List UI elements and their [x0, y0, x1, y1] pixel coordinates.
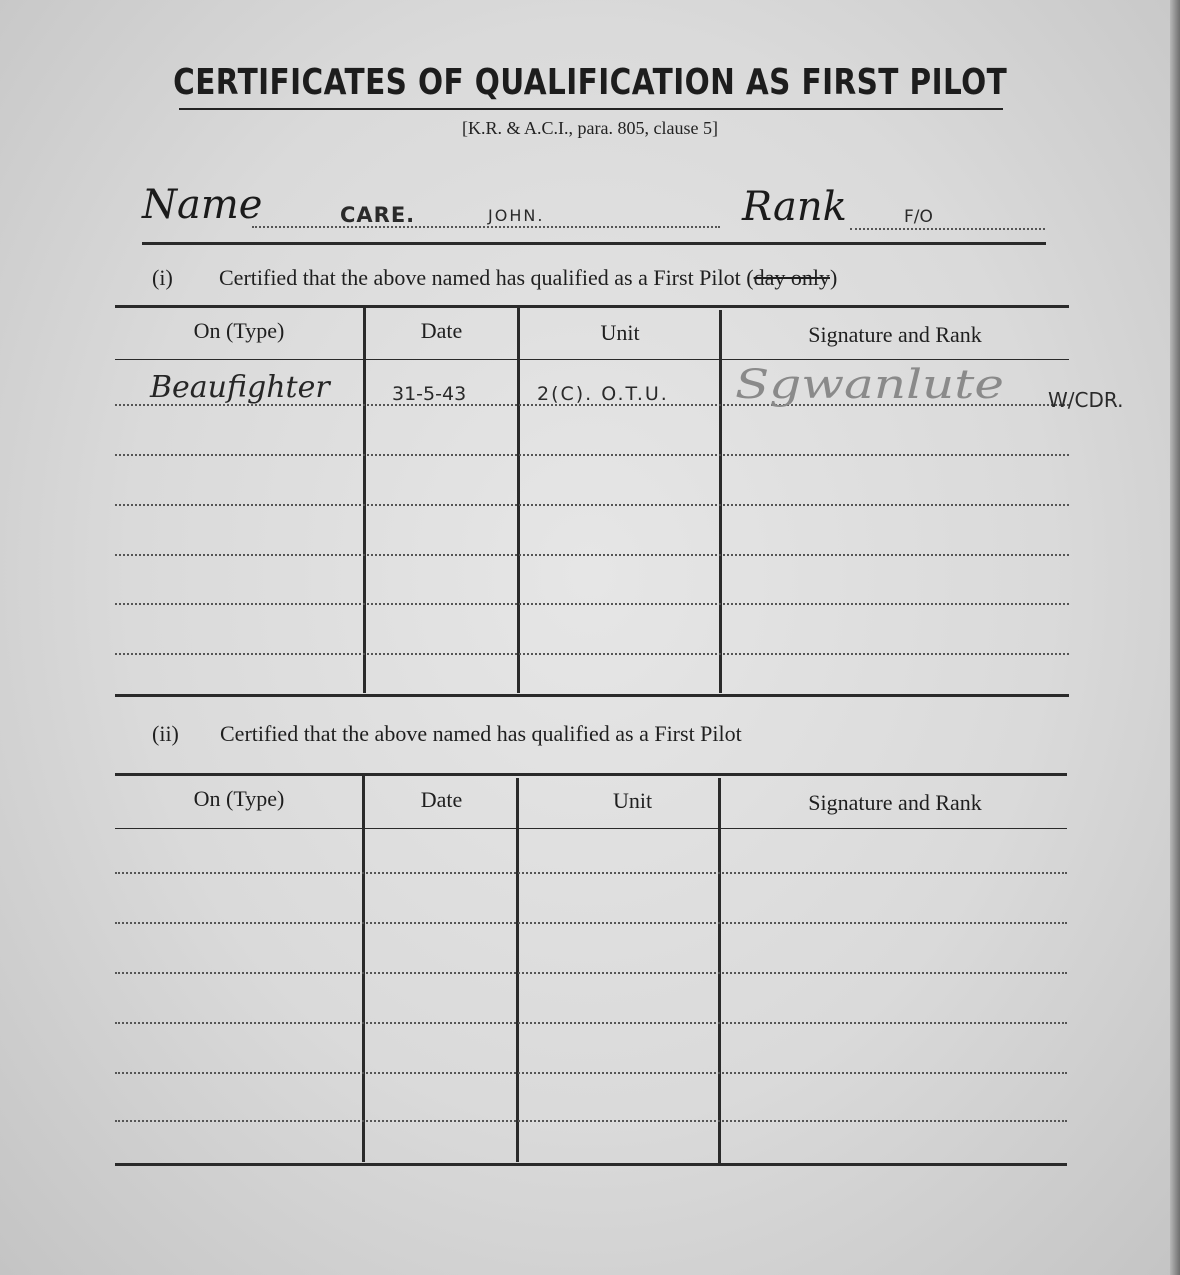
table-ii-top-rule	[115, 773, 1067, 776]
table-i-header-type: On (Type)	[193, 318, 285, 343]
table-ii-divider-2	[516, 778, 519, 1162]
table-i-header-signature: Signature and Rank	[808, 322, 982, 347]
table-ii-header-signature: Signature and Rank	[808, 790, 982, 815]
section-i-numeral: (i)	[152, 265, 173, 290]
table-i-header-date: Date	[420, 318, 463, 343]
table-i-bottom-rule	[115, 694, 1069, 697]
table-ii-divider-3	[718, 778, 721, 1164]
table-ii-row-line	[115, 922, 1067, 924]
name-given: JOHN.	[488, 206, 545, 225]
entry-type: Beaufighter	[150, 370, 330, 405]
table-i-row-line	[115, 454, 1069, 456]
section-i-statement: Certified that the above named has qualified as a First Pilot (day only)	[219, 265, 838, 290]
table-ii-header-unit: Unit	[612, 788, 653, 813]
table-i-divider-2	[517, 308, 520, 693]
struck-day-only: day only	[753, 265, 830, 290]
page-edge	[1170, 0, 1180, 1275]
page-title: CERTIFICATES OF QUALIFICATION AS FIRST PILOT	[173, 62, 1008, 103]
name-surname: CARE.	[340, 203, 416, 227]
name-field-line	[252, 226, 720, 228]
table-ii-row-line	[115, 972, 1067, 974]
table-ii-header-rule	[115, 828, 1067, 829]
table-i-divider-3	[719, 310, 722, 693]
table-ii-bottom-rule	[115, 1163, 1067, 1166]
table-ii-header-type: On (Type)	[193, 786, 285, 811]
entry-date: 31-5-43	[392, 383, 467, 405]
name-rule	[142, 242, 1046, 245]
table-i-row-line	[115, 653, 1069, 655]
section-ii-numeral: (ii)	[152, 721, 179, 746]
table-i-row-line	[115, 554, 1069, 556]
table-i-header-rule	[115, 359, 1069, 360]
table-i-divider-1	[363, 308, 366, 693]
entry-unit: 2(C). O.T.U.	[537, 383, 669, 405]
section-ii-statement: Certified that the above named has qualified as a First Pilot	[220, 721, 742, 746]
rank-value: F/O	[904, 207, 933, 227]
rank-label: Rank	[742, 184, 847, 230]
table-ii-row-line	[115, 1120, 1067, 1122]
title-underline	[179, 108, 1003, 110]
entry-signature: Sgwanlute	[735, 362, 1004, 408]
table-ii-row-line	[115, 872, 1067, 874]
table-i-top-rule	[115, 305, 1069, 308]
table-ii-header-date: Date	[420, 787, 463, 812]
table-i-row-line	[115, 504, 1069, 506]
table-i-row-line	[115, 603, 1069, 605]
table-i-header-unit: Unit	[600, 320, 640, 345]
table-ii-row-line	[115, 1022, 1067, 1024]
table-ii-row-line	[115, 1072, 1067, 1074]
name-label: Name	[142, 182, 263, 228]
entry-rank: W/CDR.	[1048, 388, 1124, 412]
reference-text: [K.R. & A.C.I., para. 805, clause 5]	[462, 118, 718, 138]
rank-field-line	[850, 228, 1045, 230]
table-ii-divider-1	[362, 776, 365, 1162]
